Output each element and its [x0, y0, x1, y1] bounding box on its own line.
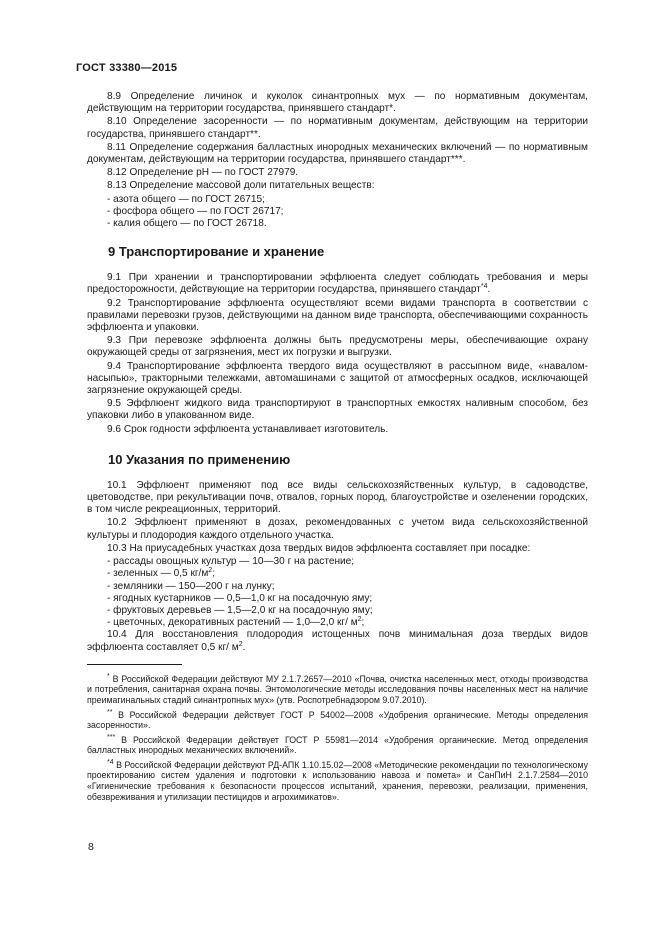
paragraph-9-4: 9.4 Транспортирование эффлюента твердого вида осуществляют в рассыпном виде, «навалом-насыпью», тракторными тележками, автомашинами с защитой от атмосферных осадков, исключающей загрязнение окружающей среды. — [87, 360, 588, 397]
footnote-mark: *** — [107, 733, 116, 741]
paragraph-8-11: 8.11 Определение содержания балластных инородных механических включений — по нормативным документам, действующим на территории государства, принявшего стандарт***. — [87, 141, 588, 166]
footnote: $^{*4}$ В Российской Федерации действуют РД-АПК 1.10.15.02—2008 «Методические рекомендации по технологическому проектированию систем удаления и подготовки к использованию навоза и помета» и СанПиН 2.1.7.2584—2010 «Гигиенические требования к безопасности процессов испытаний, хранения, перевозки, реализации, применения, обезвреживания и утилизации пестицидов и агрохимикатов». — [87, 758, 588, 802]
paragraph-9-2: 9.2 Транспортирование эффлюента осуществляют всеми видами транспорта в соответствии с правилами перевозки грузов, действующими на данном виде транспорта, обеспечивающими сохранность эффлюента и упаковки. — [87, 297, 588, 334]
paragraph-10-4: 10.4 Для восстановления плодородия истощенных почв минимальная доза твердых видов эффлюента составляет 0,5 кг/ $м^2$. — [87, 629, 588, 653]
page-number: 8 — [88, 841, 94, 853]
paragraph-8-13: 8.13 Определение массовой доли питательных веществ: — [107, 180, 375, 192]
paragraph-9-5: 9.5 Эффлюент жидкого вида транспортируют в транспортных емкостях наливным способом, без упаковки либо в упакованном виде. — [87, 398, 588, 422]
paragraph-10-2: 10.2 Эффлюент применяют в дозах, рекомендованных с учетом вида сельскохозяйственной культуры и плодородия каждого отдельного участка. — [87, 517, 588, 541]
footnote-mark: ** — [107, 708, 113, 716]
list-item: - рассады овощных культур — 10—30 г на растение; — [107, 556, 355, 568]
footnote: * В Российской Федерации действуют МУ 2.1.7.2657—2010 «Почва, очистка населенных мест, отходы производства и потребления, санитарная охрана почвы. Энтомологические методы исследования почвы населенных мест на наличие преимагинальных стадий синантропных мух» (утв. Роспотребнадзором 9.07.2010). — [87, 672, 588, 705]
list-item: - калия общего — по ГОСТ 26718. — [107, 218, 267, 230]
footnote-mark: *4 — [107, 758, 114, 766]
list-item: - фосфора общего — по ГОСТ 26717; — [107, 205, 284, 217]
paragraph-8-9: 8.9 Определение личинок и куколок синантропных мух — по нормативным документам, действующим на территории государства, принявшего стандарт*. — [87, 91, 588, 115]
footnote: *** В Российской Федерации действует ГОСТ Р 55981—2014 «Удобрения органические. Метод определения балластных инородных механических включений». — [87, 733, 588, 756]
document-header: ГОСТ 33380—2015 — [76, 62, 178, 74]
paragraph-9-1: 9.1 При хранении и транспортировании эффлюента следует соблюдать требования и меры предосторожности, действующие на территории государства, принявшего стандарт$^{*4}$. — [87, 272, 588, 296]
list-item: - ягодных кустарников — 0,5—1,0 кг на посадочную яму; — [107, 592, 373, 604]
footnote-mark: * — [107, 672, 110, 680]
paragraph-10-3: 10.3 На приусадебных участках доза твердых видов эффлюента составляет при посадке: — [107, 542, 531, 554]
list-item: - фруктовых деревьев — 1,5—2,0 кг на посадочную яму; — [107, 604, 373, 616]
list-item: - азота общего — по ГОСТ 26715; — [107, 193, 265, 205]
list-item: - цветочных, декоративных растений — 1,0—2,0 кг/ $м^2$; — [107, 616, 365, 629]
paragraph-8-12: 8.12 Определение рН — по ГОСТ 27979. — [107, 167, 299, 179]
list-item: - земляники — 150—200 г на лунку; — [107, 580, 275, 592]
footnote-ref: *4 — [480, 283, 488, 291]
footnote: ** В Российской Федерации действует ГОСТ Р 54002—2008 «Удобрения органические. Методы определения засоренности». — [87, 708, 588, 731]
paragraph-9-3: 9.3 При перевозке эффлюента должны быть предусмотрены меры, обеспечивающие охрану окружающей среды от загрязнения, мест их погрузки и выгрузки. — [87, 335, 588, 359]
section-10-heading: 10 Указания по применению — [108, 451, 291, 467]
document-body — [87, 91, 588, 806]
paragraph-9-6: 9.6 Срок годности эффлюента устанавливает изготовитель. — [107, 423, 389, 435]
list-item: - зеленных — 0,5 $кг/м^2$; — [107, 567, 216, 580]
paragraph-8-10: 8.10 Определение засоренности — по нормативным документам, действующим на территории государства, принявшего стандарт**. — [87, 116, 588, 140]
footnote-separator — [87, 664, 182, 665]
paragraph-10-1: 10.1 Эффлюент применяют под все виды сельскохозяйственных культур, в садоводстве, цветоводстве, при рекультивации почв, отвалов, горных пород, благоустройстве и озеленении городских, в том числе рекреационных, территорий. — [87, 479, 588, 516]
section-9-heading: 9 Транспортирование и хранение — [108, 244, 325, 260]
